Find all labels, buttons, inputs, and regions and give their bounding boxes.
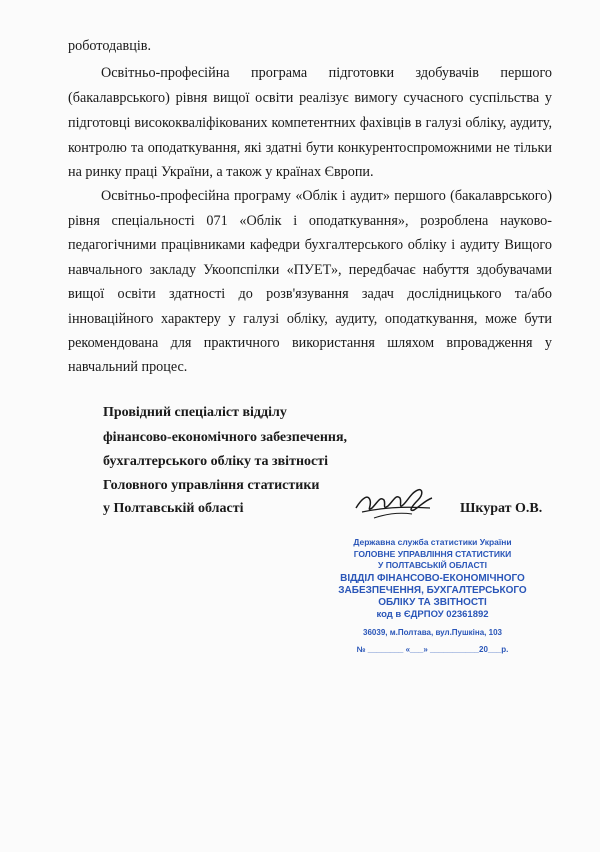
signatory-line: фінансово-економічного забезпечення, [103, 430, 348, 445]
handwritten-signature [352, 478, 442, 524]
text-line: підготовці висококваліфікованих компетентних фахівців в галузі обліку, аудиту, [68, 115, 552, 131]
signatory-line: Провідний спеціаліст відділу [103, 405, 287, 420]
text-line: рівня спеціальності 071 «Облік і оподаткування», розроблена науково- [68, 213, 552, 229]
text-line: вищої освіти здатності до розв'язування задач дослідницького та/або [68, 286, 552, 302]
stamp-line: код в ЄДРПОУ 02361892 [376, 609, 489, 620]
signatory-line: у Полтавській області [103, 501, 244, 516]
signatory-name: Шкурат О.В. [460, 501, 543, 516]
stamp-line: У ПОЛТАВСЬКІЙ ОБЛАСТІ [378, 560, 487, 570]
text-line: Освітньо-професійна програму «Облік і аудит» першого (бакалаврського) [101, 188, 552, 204]
text-line: навчального закладу Укоопспілки «ПУЕТ», передбачає набуття здобувачами [68, 262, 552, 278]
text-line: на ринку праці України, а також у країнах Європи. [68, 164, 374, 180]
text-line: Освітньо-професійна програма підготовки здобувачів першого [101, 65, 552, 81]
stamp-line: ЗАБЕЗПЕЧЕННЯ, БУХГАЛТЕРСЬКОГО [338, 585, 527, 596]
stamp-line: ВІДДІЛ ФІНАНСОВО-ЕКОНОМІЧНОГО [340, 573, 525, 584]
stamp-line: Державна служба статистики України [353, 537, 512, 547]
stamp-line: ГОЛОВНЕ УПРАВЛІННЯ СТАТИСТИКИ [353, 549, 512, 559]
text-line: інноваційного характеру у галузі обліку, аудиту, оподаткування, може бути [68, 311, 552, 327]
signatory-line: бухгалтерського обліку та звітності [103, 454, 328, 469]
stamp-line: № ________ «___» ___________20___р. [356, 645, 509, 654]
text-line: (бакалаврського) рівня вищої освіти реалізує вимогу сучасного суспільства у [68, 90, 552, 106]
text-line: рекомендована для практичного використання шляхом впровадження у [68, 335, 552, 351]
text-line: навчальний процес. [68, 359, 188, 375]
text-line: контролю та оподаткування, які здатні бути конкурентоспроможними не тільки [68, 140, 552, 156]
stamp-line: ОБЛІКУ ТА ЗВІТНОСТІ [378, 597, 487, 608]
official-stamp [325, 537, 540, 659]
signatory-line: Головного управління статистики [103, 478, 320, 493]
text-line: педагогічними працівниками кафедри бухгалтерського обліку і аудиту Вищого [68, 237, 552, 253]
stamp-line: 36039, м.Полтава, вул.Пушкіна, 103 [363, 628, 502, 637]
text-line: роботодавців. [68, 38, 152, 54]
